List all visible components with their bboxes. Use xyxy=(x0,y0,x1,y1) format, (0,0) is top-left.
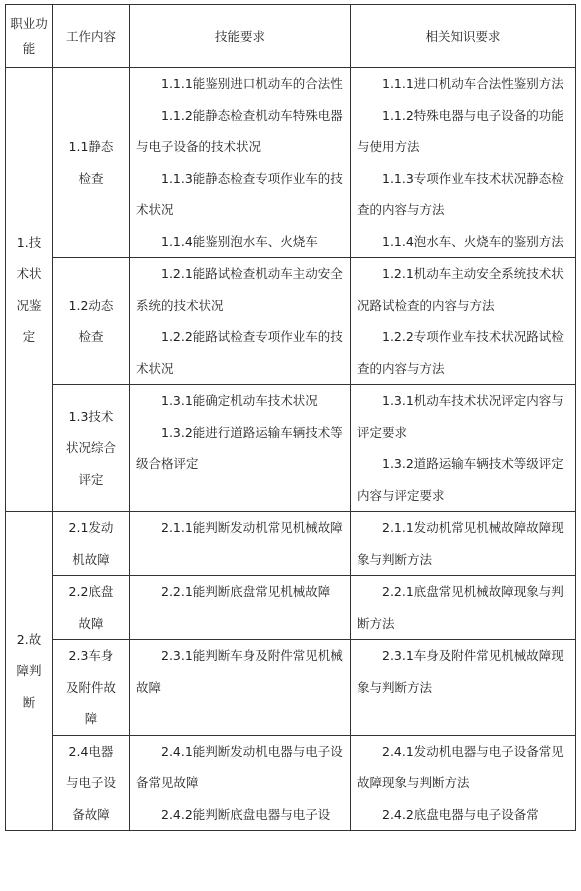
competency-table xyxy=(5,4,576,831)
knowledge-item: 2.4.1发动机电器与电子设备常见故障现象与判断方法 xyxy=(357,743,564,790)
knowledge-item: 1.3.2道路运输车辆技术等级评定内容与评定要求 xyxy=(357,456,564,503)
knowledge-item: 1.1.4泡水车、火烧车的鉴别方法 xyxy=(382,233,564,249)
skill-cell xyxy=(130,385,351,512)
knowledge-cell xyxy=(351,640,576,736)
skill-cell xyxy=(130,258,351,385)
knowledge-cell xyxy=(351,68,576,258)
skill-cell xyxy=(130,512,351,576)
table-row xyxy=(6,512,576,576)
work-cell: 2.4电器与电子设备故障 xyxy=(53,735,130,831)
work-cell: 1.2动态检查 xyxy=(53,258,130,385)
table-row xyxy=(6,735,576,831)
work-cell: 2.3车身及附件故障 xyxy=(53,640,130,736)
knowledge-item: 2.2.1底盘常见机械故障现象与判断方法 xyxy=(357,584,564,631)
knowledge-cell xyxy=(351,576,576,640)
skill-cell xyxy=(130,735,351,831)
knowledge-item: 2.3.1车身及附件常见机械故障现象与判断方法 xyxy=(357,648,564,695)
header-row xyxy=(6,5,576,68)
table-row xyxy=(6,640,576,736)
work-cell: 2.1发动机故障 xyxy=(53,512,130,576)
function-cell: 2.故障判断 xyxy=(6,512,53,831)
knowledge-item: 1.2.1机动车主动安全系统技术状况路试检查的内容与方法 xyxy=(357,266,564,313)
knowledge-cell xyxy=(351,512,576,576)
skill-item: 1.1.4能鉴别泡水车、火烧车 xyxy=(161,233,318,249)
skill-item: 1.3.2能进行道路运输车辆技术等级合格评定 xyxy=(136,424,343,471)
knowledge-item: 1.1.1进口机动车合法性鉴别方法 xyxy=(382,76,564,91)
skill-item: 1.3.1能确定机动车技术状况 xyxy=(161,393,318,408)
skill-item: 2.4.1能判断发动机电器与电子设备常见故障 xyxy=(136,743,343,790)
work-cell: 2.2底盘故障 xyxy=(53,576,130,640)
knowledge-item: 1.3.1机动车技术状况评定内容与评定要求 xyxy=(357,393,564,440)
table-row xyxy=(6,68,576,258)
skill-item: 1.1.3能静态检查专项作业车的技术状况 xyxy=(136,170,343,217)
header-function: 职业功能 xyxy=(6,5,53,68)
knowledge-cell xyxy=(351,385,576,512)
knowledge-item: 2.4.2底盘电器与电子设备常 xyxy=(382,806,539,822)
skill-item: 2.3.1能判断车身及附件常见机械故障 xyxy=(136,648,343,695)
table-row xyxy=(6,258,576,385)
skill-cell xyxy=(130,640,351,736)
function-cell: 1.技术状况鉴定 xyxy=(6,68,53,512)
skill-cell xyxy=(130,68,351,258)
knowledge-item: 1.1.3专项作业车技术状况静态检查的内容与方法 xyxy=(357,170,564,217)
knowledge-cell xyxy=(351,258,576,385)
work-cell: 1.1静态检查 xyxy=(53,68,130,258)
skill-item: 2.1.1能判断发动机常见机械故障 xyxy=(161,520,343,535)
work-cell: 1.3技术状况综合评定 xyxy=(53,385,130,512)
skill-item: 1.2.1能路试检查机动车主动安全系统的技术状况 xyxy=(136,266,343,313)
knowledge-item: 2.1.1发动机常见机械故障故障现象与判断方法 xyxy=(357,520,564,567)
table-row xyxy=(6,385,576,512)
skill-item: 1.1.2能静态检查机动车特殊电器与电子设备的技术状况 xyxy=(136,107,343,154)
table-body xyxy=(6,68,576,831)
skill-item: 1.1.1能鉴别进口机动车的合法性 xyxy=(161,76,343,91)
knowledge-cell xyxy=(351,735,576,831)
skill-item: 1.2.2能路试检查专项作业车的技术状况 xyxy=(136,329,343,376)
header-work: 工作内容 xyxy=(53,5,130,68)
knowledge-item: 1.2.2专项作业车技术状况路试检查的内容与方法 xyxy=(357,329,564,376)
table-row xyxy=(6,576,576,640)
skill-item: 2.4.2能判断底盘电器与电子设 xyxy=(161,806,331,822)
header-skill: 技能要求 xyxy=(130,5,351,68)
skill-item: 2.2.1能判断底盘常见机械故障 xyxy=(161,584,331,599)
skill-cell xyxy=(130,576,351,640)
knowledge-item: 1.1.2特殊电器与电子设备的功能与使用方法 xyxy=(357,107,564,154)
header-knowledge: 相关知识要求 xyxy=(351,5,576,68)
